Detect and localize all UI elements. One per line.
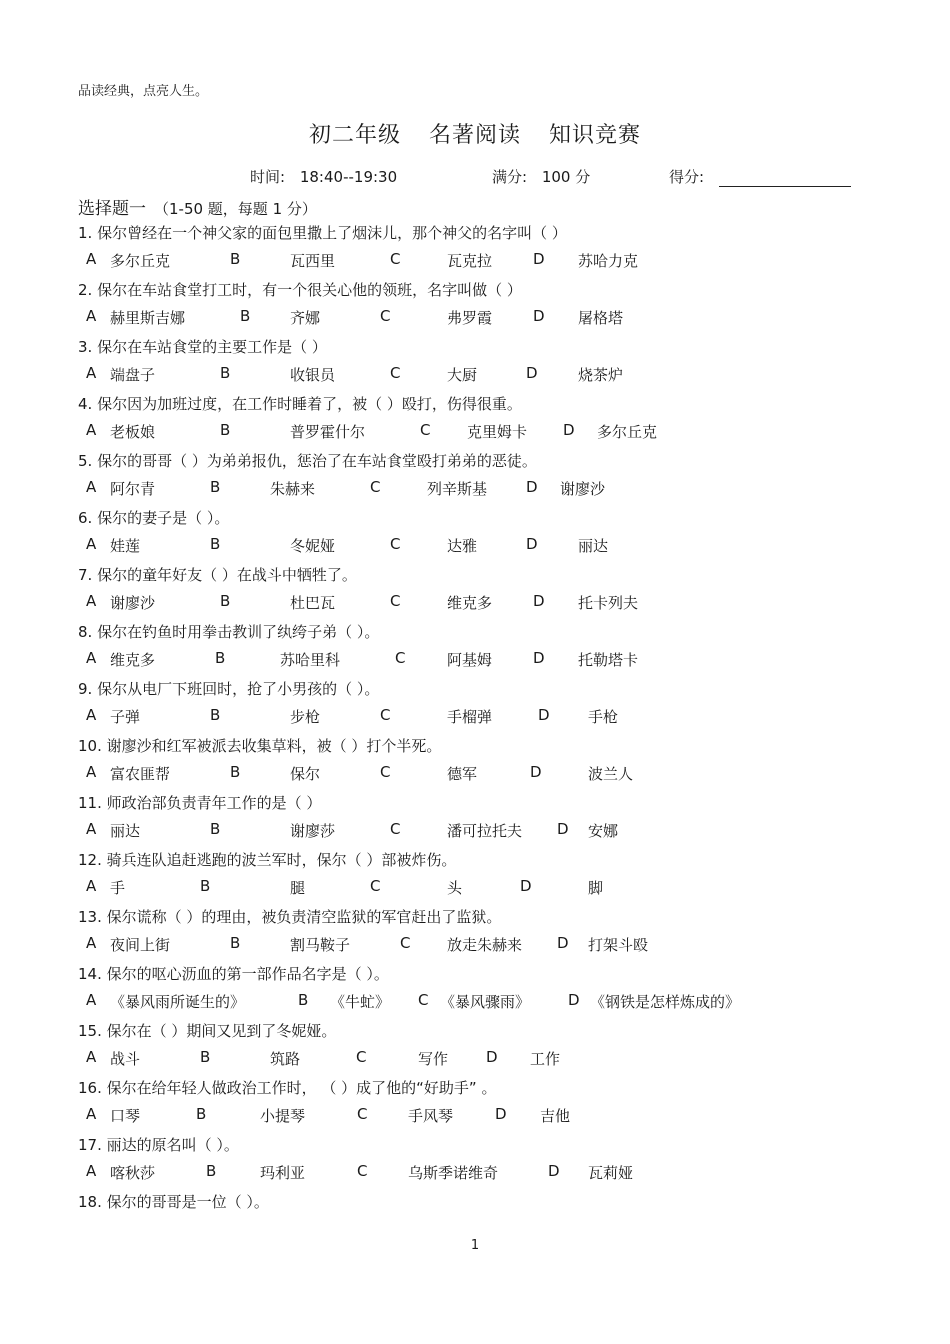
full-score-label: 满分: <box>492 168 528 186</box>
full-score-info <box>492 166 590 187</box>
option-letter[interactable]: D <box>568 991 580 1009</box>
option-letter[interactable]: C <box>356 1048 367 1066</box>
section-title: 选择题一 <box>78 199 146 219</box>
option-row <box>0 421 950 443</box>
question-text: 12. 骑兵连队追赶逃跑的波兰军时，保尔（ ）部被炸伤。 <box>78 851 457 869</box>
option-letter[interactable]: C <box>380 706 391 724</box>
option-letter[interactable]: A <box>86 478 97 496</box>
question-text: 10. 谢廖沙和红军被派去收集草料，被（ ）打个半死。 <box>78 737 442 755</box>
option-text: 谢廖莎 <box>290 822 336 840</box>
option-letter[interactable]: C <box>420 421 431 439</box>
option-text: 步枪 <box>290 708 321 726</box>
option-letter[interactable]: A <box>86 763 97 781</box>
option-letter[interactable]: D <box>533 649 545 667</box>
option-letter[interactable]: D <box>520 877 532 895</box>
option-text: 《暴风雨所诞生的》 <box>110 993 246 1011</box>
option-text: 腿 <box>290 879 306 897</box>
option-row <box>0 763 950 785</box>
option-letter[interactable]: C <box>390 250 401 268</box>
section-heading <box>78 194 317 219</box>
option-letter[interactable]: B <box>210 706 221 724</box>
option-letter[interactable]: A <box>86 649 97 667</box>
option-letter[interactable]: C <box>390 820 401 838</box>
option-text: 筑路 <box>270 1050 301 1068</box>
option-letter[interactable]: A <box>86 592 97 610</box>
option-text: 《钢铁是怎样炼成的》 <box>590 993 741 1011</box>
option-text: 瓦克拉 <box>447 252 493 270</box>
question-text: 5. 保尔的哥哥（ ）为弟弟报仇，惩治了在车站食堂殴打弟弟的恶徒。 <box>78 452 537 470</box>
option-text: 达雅 <box>447 537 478 555</box>
option-letter[interactable]: B <box>206 1162 217 1180</box>
question-text: 18. 保尔的哥哥是一位（ ）。 <box>78 1193 269 1211</box>
option-letter[interactable]: B <box>220 364 231 382</box>
option-text: 多尔丘克 <box>597 423 658 441</box>
option-row <box>0 820 950 842</box>
question-text: 16. 保尔在给年轻人做政治工作时， （ ）成了他的“好助手” 。 <box>78 1079 497 1097</box>
option-letter[interactable]: B <box>230 250 241 268</box>
option-text: 娃莲 <box>110 537 141 555</box>
option-text: 维克多 <box>447 594 493 612</box>
option-text: 克里姆卡 <box>467 423 528 441</box>
option-text: 阿尔青 <box>110 480 156 498</box>
option-text: 战斗 <box>110 1050 141 1068</box>
option-text: 打架斗殴 <box>588 936 649 954</box>
title-part-grade: 初二年级 <box>308 123 401 148</box>
option-row <box>0 991 950 1013</box>
option-letter[interactable]: A <box>86 1048 97 1066</box>
option-letter[interactable]: B <box>240 307 251 325</box>
time-value: 18:40--19:30 <box>299 168 398 186</box>
option-text: 波兰人 <box>588 765 634 783</box>
option-row <box>0 877 950 899</box>
option-text: 安娜 <box>588 822 619 840</box>
option-text: 普罗霍什尔 <box>290 423 366 441</box>
time-label: 时间: <box>250 168 286 186</box>
option-row <box>0 478 950 500</box>
option-letter[interactable]: D <box>557 820 569 838</box>
option-letter[interactable]: A <box>86 991 97 1009</box>
option-letter[interactable]: D <box>533 307 545 325</box>
option-text: 托勒塔卡 <box>578 651 639 669</box>
option-text: 冬妮娅 <box>290 537 336 555</box>
option-row <box>0 592 950 614</box>
question-text: 9. 保尔从电厂下班回时，抢了小男孩的（ ）。 <box>78 680 380 698</box>
option-letter[interactable]: C <box>357 1162 368 1180</box>
option-text: 谢廖沙 <box>560 480 606 498</box>
option-text: 多尔丘克 <box>110 252 171 270</box>
full-score-value: 100 分 <box>541 168 591 186</box>
option-text: 瓦西里 <box>290 252 336 270</box>
option-letter[interactable]: D <box>538 706 550 724</box>
score-blank[interactable] <box>719 170 851 187</box>
option-text: 子弹 <box>110 708 141 726</box>
option-text: 脚 <box>588 879 604 897</box>
option-text: 口琴 <box>110 1107 141 1125</box>
option-text: 潘可拉托夫 <box>447 822 523 840</box>
option-text: 齐娜 <box>290 309 321 327</box>
option-text: 列辛斯基 <box>427 480 488 498</box>
option-row <box>0 364 950 386</box>
option-text: 端盘子 <box>110 366 156 384</box>
option-letter[interactable]: B <box>210 478 221 496</box>
option-text: 赫里斯吉娜 <box>110 309 186 327</box>
question-text: 13. 保尔谎称（ ）的理由，被负责清空监狱的军官赶出了监狱。 <box>78 908 502 926</box>
option-text: 阿基姆 <box>447 651 493 669</box>
option-text: 苏哈力克 <box>578 252 639 270</box>
option-letter[interactable]: C <box>380 763 391 781</box>
option-letter[interactable]: D <box>533 592 545 610</box>
option-text: 乌斯季诺维奇 <box>408 1164 499 1182</box>
option-letter[interactable]: C <box>357 1105 368 1123</box>
option-text: 谢廖沙 <box>110 594 156 612</box>
option-letter[interactable]: A <box>86 877 97 895</box>
option-letter[interactable]: B <box>230 934 241 952</box>
option-text: 《暴风骤雨》 <box>440 993 531 1011</box>
option-text: 收银员 <box>290 366 336 384</box>
option-letter[interactable]: B <box>220 421 231 439</box>
option-text: 割马鞍子 <box>290 936 351 954</box>
option-letter[interactable]: D <box>557 934 569 952</box>
question-text: 17. 丽达的原名叫（ ）。 <box>78 1136 239 1154</box>
option-text: 手枪 <box>588 708 619 726</box>
option-row <box>0 307 950 329</box>
score-info <box>669 166 851 187</box>
option-text: 丽达 <box>578 537 609 555</box>
option-text: 喀秋莎 <box>110 1164 156 1182</box>
option-letter[interactable]: D <box>533 250 545 268</box>
option-text: 玛利亚 <box>260 1164 306 1182</box>
option-letter[interactable]: A <box>86 307 97 325</box>
option-letter[interactable]: C <box>390 364 401 382</box>
option-text: 大厨 <box>447 366 478 384</box>
option-letter[interactable]: C <box>400 934 411 952</box>
option-row <box>0 535 950 557</box>
option-letter[interactable]: B <box>215 649 226 667</box>
option-letter[interactable]: C <box>418 991 429 1009</box>
option-letter[interactable]: B <box>196 1105 207 1123</box>
option-letter[interactable]: B <box>220 592 231 610</box>
option-text: 小提琴 <box>260 1107 306 1125</box>
option-text: 手 <box>110 879 126 897</box>
option-letter[interactable]: D <box>563 421 575 439</box>
option-text: 托卡列夫 <box>578 594 639 612</box>
option-letter[interactable]: A <box>86 706 97 724</box>
time-info <box>250 166 397 187</box>
option-letter[interactable]: B <box>210 820 221 838</box>
option-text: 夜间上街 <box>110 936 171 954</box>
option-letter[interactable]: B <box>298 991 309 1009</box>
option-letter[interactable]: D <box>486 1048 498 1066</box>
option-letter[interactable]: D <box>526 478 538 496</box>
option-letter[interactable]: C <box>390 535 401 553</box>
question-text: 1. 保尔曾经在一个神父家的面包里撒上了烟沫儿，那个神父的名字叫（ ） <box>78 224 567 242</box>
option-letter[interactable]: A <box>86 934 97 952</box>
question-text: 3. 保尔在车站食堂的主要工作是（ ） <box>78 338 327 356</box>
question-text: 11. 师政治部负责青年工作的是（ ） <box>78 794 322 812</box>
option-text: 屠格塔 <box>578 309 624 327</box>
option-letter[interactable]: A <box>86 250 97 268</box>
option-letter[interactable]: D <box>526 535 538 553</box>
option-letter[interactable]: A <box>86 421 97 439</box>
option-text: 手榴弹 <box>447 708 493 726</box>
option-text: 瓦莉娅 <box>588 1164 634 1182</box>
page-title <box>0 118 950 149</box>
option-letter[interactable]: B <box>210 535 221 553</box>
question-text: 15. 保尔在（ ）期间又见到了冬妮娅。 <box>78 1022 337 1040</box>
option-letter[interactable]: A <box>86 535 97 553</box>
option-letter[interactable]: C <box>370 478 381 496</box>
option-row <box>0 649 950 671</box>
option-text: 苏哈里科 <box>280 651 341 669</box>
option-letter[interactable]: B <box>200 1048 211 1066</box>
option-row <box>0 250 950 272</box>
option-text: 德军 <box>447 765 478 783</box>
question-text: 6. 保尔的妻子是（ ）。 <box>78 509 230 527</box>
question-text: 14. 保尔的呕心沥血的第一部作品名字是（ ）。 <box>78 965 389 983</box>
option-text: 朱赫来 <box>270 480 316 498</box>
score-label: 得分: <box>669 168 705 186</box>
option-text: 富农匪帮 <box>110 765 171 783</box>
option-row <box>0 934 950 956</box>
option-letter[interactable]: C <box>370 877 381 895</box>
question-text: 8. 保尔在钓鱼时用拳击教训了纨绔子弟（ ）。 <box>78 623 380 641</box>
question-text: 4. 保尔因为加班过度，在工作时睡着了，被（ ）殴打，伤得很重。 <box>78 395 522 413</box>
option-letter[interactable]: A <box>86 820 97 838</box>
title-part-subject: 名著阅读 <box>428 123 521 148</box>
option-row <box>0 1048 950 1070</box>
section-note: （1-50 题，每题 1 分） <box>154 200 317 218</box>
option-text: 放走朱赫来 <box>447 936 523 954</box>
option-text: 烧茶炉 <box>578 366 624 384</box>
option-row <box>0 1162 950 1184</box>
option-text: 吉他 <box>540 1107 571 1125</box>
option-text: 《牛虻》 <box>330 993 391 1011</box>
option-letter[interactable]: A <box>86 364 97 382</box>
option-text: 手风琴 <box>408 1107 454 1125</box>
option-letter[interactable]: D <box>495 1105 507 1123</box>
option-letter[interactable]: A <box>86 1105 97 1123</box>
question-text: 7. 保尔的童年好友（ ）在战斗中牺牲了。 <box>78 566 357 584</box>
option-text: 弗罗霞 <box>447 309 493 327</box>
option-row <box>0 1105 950 1127</box>
option-letter[interactable]: D <box>526 364 538 382</box>
option-text: 丽达 <box>110 822 141 840</box>
option-text: 老板娘 <box>110 423 156 441</box>
option-text: 写作 <box>418 1050 449 1068</box>
question-text: 2. 保尔在车站食堂打工时，有一个很关心他的领班，名字叫做（ ） <box>78 281 522 299</box>
option-text: 维克多 <box>110 651 156 669</box>
option-text: 头 <box>447 879 463 897</box>
option-letter[interactable]: C <box>395 649 406 667</box>
option-letter[interactable]: C <box>390 592 401 610</box>
header-note: 品读经典，点亮人生。 <box>78 84 209 99</box>
page-number: 1 <box>470 1238 480 1253</box>
option-text: 保尔 <box>290 765 321 783</box>
option-row <box>0 706 950 728</box>
option-letter[interactable]: A <box>86 1162 97 1180</box>
option-letter[interactable]: D <box>530 763 542 781</box>
option-letter[interactable]: B <box>200 877 211 895</box>
option-text: 工作 <box>530 1050 561 1068</box>
option-letter[interactable]: C <box>380 307 391 325</box>
option-letter[interactable]: B <box>230 763 241 781</box>
option-text: 杜巴瓦 <box>290 594 336 612</box>
option-letter[interactable]: D <box>548 1162 560 1180</box>
title-part-contest: 知识竞赛 <box>549 123 642 148</box>
